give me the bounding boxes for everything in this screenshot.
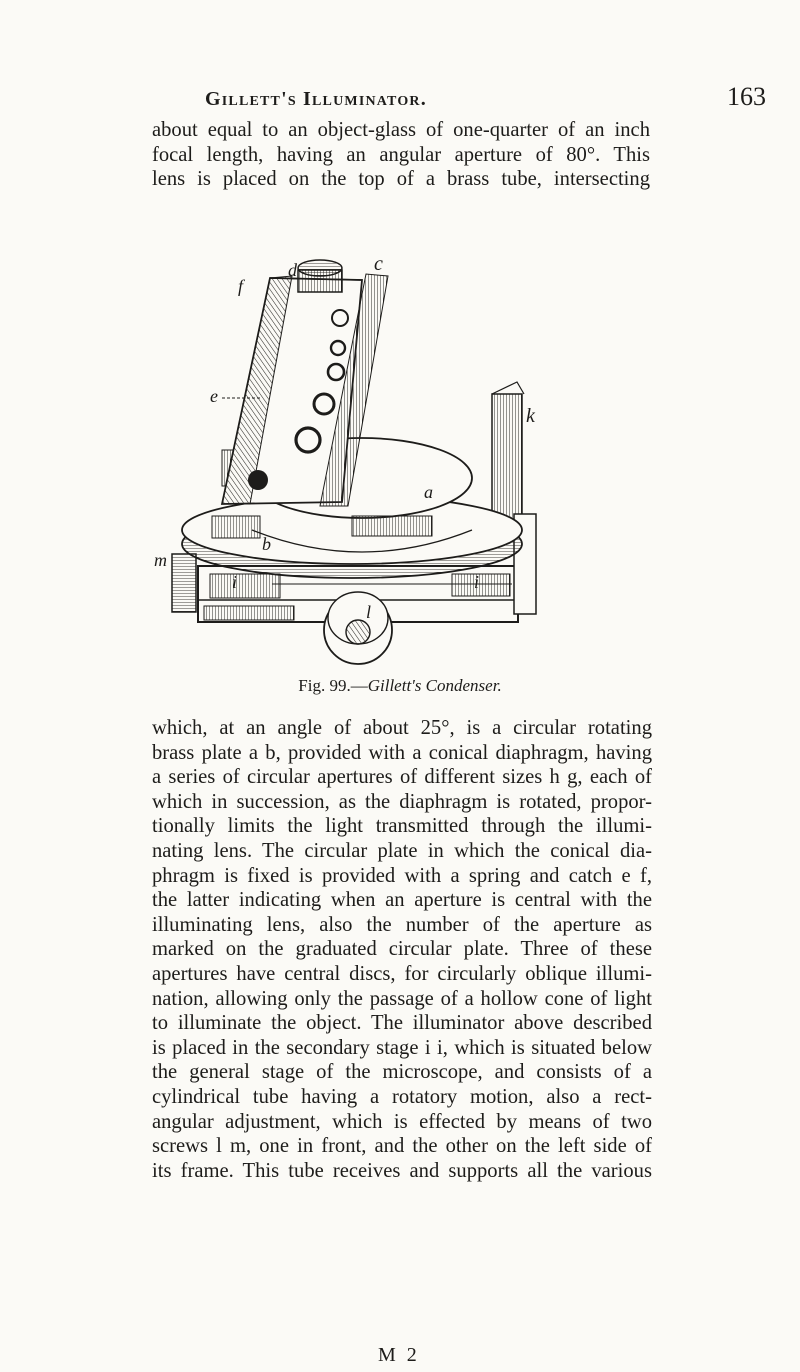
text-line: tionally limits the light transmitted through the illumi-: [152, 815, 652, 838]
text-line: about equal to an object-glass of one-quarter of an inch: [152, 119, 650, 141]
text-line: is placed in the secondary stage i i, which is situated below: [152, 1036, 652, 1059]
label-e: e: [210, 386, 218, 406]
page-number: 163: [727, 82, 766, 111]
label-i-left: i: [232, 572, 238, 592]
text-line: to illuminate the object. The illuminator above described: [152, 1012, 652, 1035]
text-line: nating lens. The circular plate in which the conical dia-: [152, 839, 652, 862]
text-line: lens is placed on the top of a brass tube, intersecting: [152, 168, 650, 191]
figure-gilletts-condenser: [152, 254, 652, 674]
label-m: m: [154, 550, 167, 570]
text-line: nation, allowing only the passage of a hollow cone of light: [152, 987, 652, 1010]
label-b: b: [262, 534, 271, 554]
paragraph-top: [152, 118, 650, 192]
text-line: marked on the graduated circular plate. Three of these: [152, 938, 652, 961]
caption-title: Gillett's Condenser.: [367, 676, 502, 695]
label-f: f: [238, 276, 244, 296]
text-line: focal length, having an angular aperture of 80°. This: [152, 143, 650, 166]
text-line: cylindrical tube having a rotatory motion, also a rect-: [152, 1085, 652, 1108]
text-line: the latter indicating when an aperture is central with the: [152, 889, 652, 912]
condenser-engraving: [152, 254, 652, 674]
text-line: which in succession, as the diaphragm is rotated, propor-: [152, 790, 652, 813]
text-line: angular adjustment, which is effected by means of two: [152, 1110, 652, 1133]
text-line: apertures have central discs, for circularly oblique illumi-: [152, 962, 652, 985]
text-line: screws l m, one in front, and the other on the left side of: [152, 1135, 652, 1158]
label-i-right: i: [474, 572, 480, 592]
paragraph-main: [152, 716, 652, 1183]
caption-label: Fig. 99.—: [298, 676, 368, 695]
page-header: [205, 82, 766, 112]
figure-caption: [0, 676, 800, 696]
adjusting-screw: [324, 592, 392, 664]
label-c: c: [374, 254, 383, 275]
running-title: Gillett's Illuminator.: [205, 88, 427, 110]
text-line: the general stage of the microscope, and consists of a: [152, 1061, 652, 1084]
label-a: a: [424, 482, 433, 502]
text-line: which, at an angle of about 25°, is a circular rotating: [152, 717, 652, 739]
text-line: a series of circular apertures of different sizes h g, each of: [152, 766, 652, 789]
text-line: brass plate a b, provided with a conical diaphragm, having: [152, 741, 652, 764]
text-line: phragm is fixed is provided with a spring and catch e f,: [152, 864, 652, 887]
label-l: l: [366, 602, 372, 622]
text-line: illuminating lens, also the number of the aperture as: [152, 913, 652, 936]
label-d: d: [288, 260, 297, 280]
label-k: k: [526, 405, 535, 427]
signature-mark: M 2: [378, 1344, 420, 1366]
text-line: its frame. This tube receives and supports all the various: [152, 1159, 652, 1182]
